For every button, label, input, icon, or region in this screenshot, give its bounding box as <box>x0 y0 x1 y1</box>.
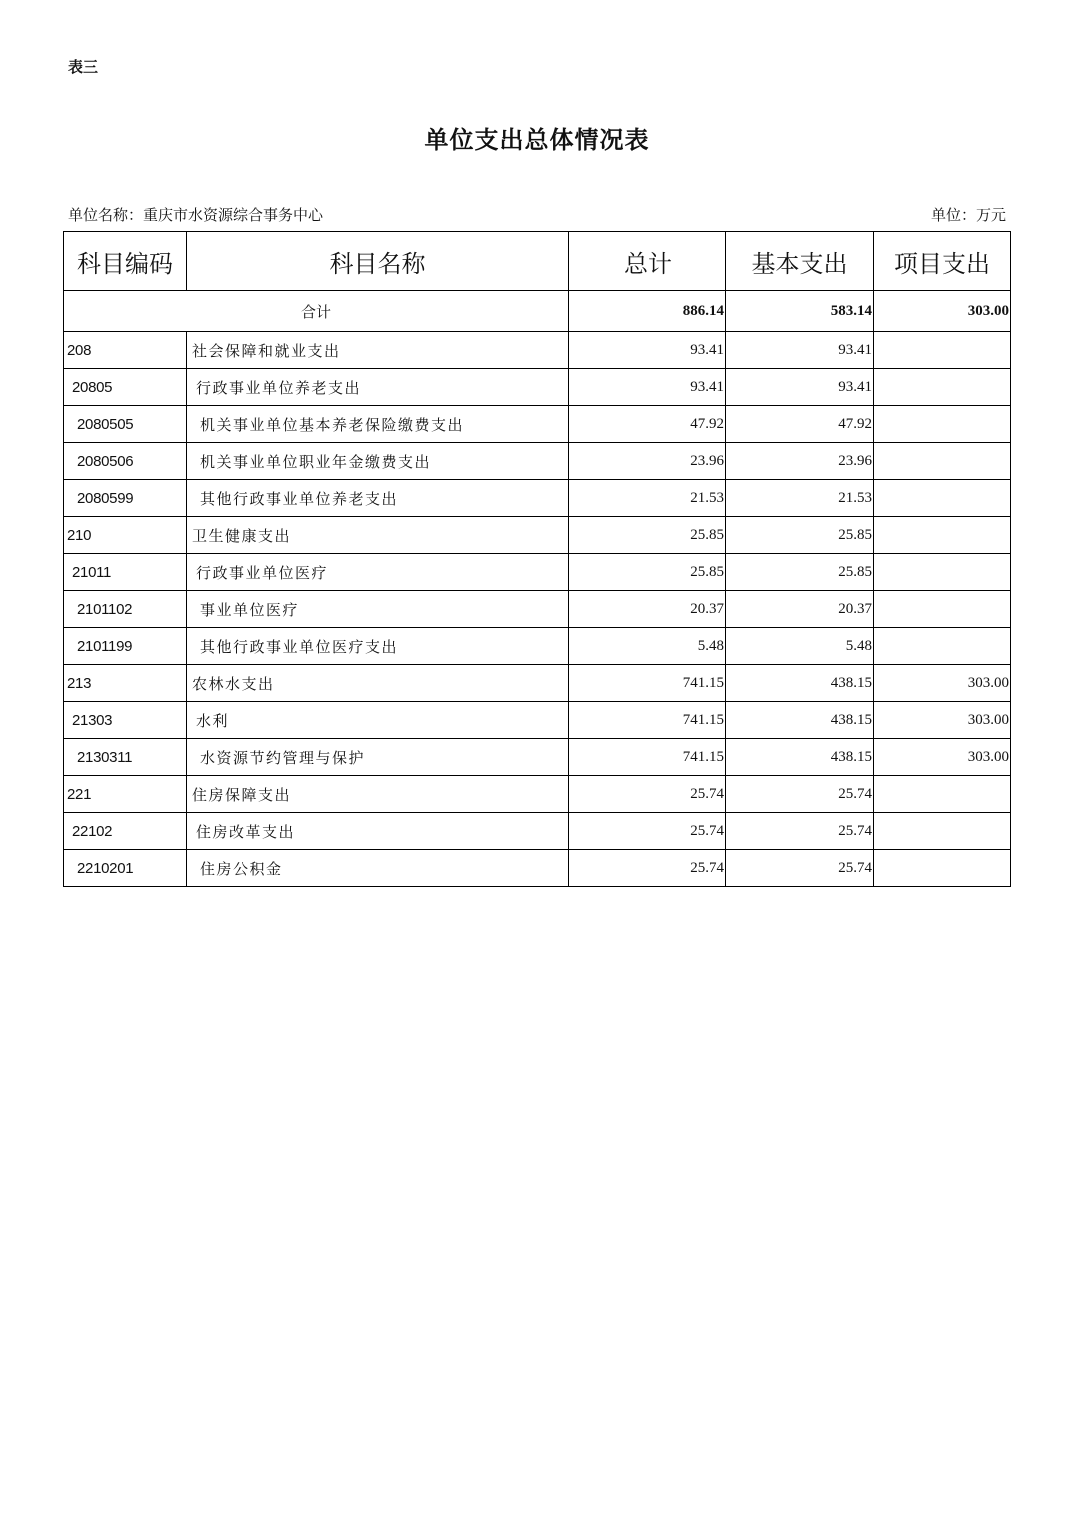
cell-name: 机关事业单位基本养老保险缴费支出 <box>187 406 569 443</box>
cell-project <box>874 628 1011 665</box>
table-row <box>64 332 1011 369</box>
page-title: 单位支出总体情况表 <box>424 125 650 154</box>
cell-total: 25.85 <box>569 554 726 591</box>
table-row <box>64 813 1011 850</box>
cell-name: 其他行政事业单位养老支出 <box>187 480 569 517</box>
cell-code: 2130311 <box>64 739 187 776</box>
cell-project <box>874 517 1011 554</box>
cell-name: 水资源节约管理与保护 <box>187 739 569 776</box>
cell-project <box>874 369 1011 406</box>
cell-total: 23.96 <box>569 443 726 480</box>
cell-name: 社会保障和就业支出 <box>187 332 569 369</box>
table-header-row <box>64 232 1011 291</box>
cell-name: 行政事业单位医疗 <box>187 554 569 591</box>
table-row <box>64 628 1011 665</box>
column-header-project: 项目支出 <box>874 232 1011 291</box>
cell-basic: 93.41 <box>726 369 874 406</box>
cell-code: 20805 <box>64 369 187 406</box>
cell-project <box>874 776 1011 813</box>
cell-code: 2101102 <box>64 591 187 628</box>
cell-project <box>874 406 1011 443</box>
cell-code: 210 <box>64 517 187 554</box>
table-label: 表三 <box>68 58 99 76</box>
cell-project: 303.00 <box>874 702 1011 739</box>
cell-code: 22102 <box>64 813 187 850</box>
cell-code: 2210201 <box>64 850 187 887</box>
column-header-basic: 基本支出 <box>726 232 874 291</box>
cell-name: 事业单位医疗 <box>187 591 569 628</box>
cell-basic: 438.15 <box>726 739 874 776</box>
table-row <box>64 776 1011 813</box>
cell-code: 208 <box>64 332 187 369</box>
cell-project <box>874 332 1011 369</box>
table-row <box>64 665 1011 702</box>
cell-code: 21303 <box>64 702 187 739</box>
table-row <box>64 369 1011 406</box>
table-row <box>64 517 1011 554</box>
cell-name: 卫生健康支出 <box>187 517 569 554</box>
cell-total: 47.92 <box>569 406 726 443</box>
cell-basic: 438.15 <box>726 665 874 702</box>
table-row <box>64 480 1011 517</box>
cell-code: 2080505 <box>64 406 187 443</box>
column-header-code: 科目编码 <box>64 232 187 291</box>
cell-total: 741.15 <box>569 665 726 702</box>
column-header-name: 科目名称 <box>187 232 569 291</box>
cell-project <box>874 554 1011 591</box>
total-sum: 886.14 <box>569 291 726 332</box>
cell-code: 2080599 <box>64 480 187 517</box>
cell-total: 741.15 <box>569 702 726 739</box>
cell-code: 2080506 <box>64 443 187 480</box>
unit-name: 单位名称：重庆市水资源综合事务中心 <box>68 206 324 224</box>
cell-basic: 93.41 <box>726 332 874 369</box>
cell-name: 住房改革支出 <box>187 813 569 850</box>
cell-name: 行政事业单位养老支出 <box>187 369 569 406</box>
total-label: 合计 <box>64 291 569 332</box>
table-row <box>64 554 1011 591</box>
cell-basic: 21.53 <box>726 480 874 517</box>
cell-project: 303.00 <box>874 739 1011 776</box>
cell-project <box>874 813 1011 850</box>
cell-total: 5.48 <box>569 628 726 665</box>
cell-project <box>874 591 1011 628</box>
cell-total: 741.15 <box>569 739 726 776</box>
cell-name: 其他行政事业单位医疗支出 <box>187 628 569 665</box>
cell-basic: 20.37 <box>726 591 874 628</box>
cell-basic: 438.15 <box>726 702 874 739</box>
unit-label: 单位：万元 <box>930 206 1006 224</box>
table-row <box>64 591 1011 628</box>
cell-basic: 5.48 <box>726 628 874 665</box>
cell-total: 93.41 <box>569 332 726 369</box>
total-row <box>64 291 1011 332</box>
column-header-total: 总计 <box>569 232 726 291</box>
cell-name: 水利 <box>187 702 569 739</box>
cell-total: 93.41 <box>569 369 726 406</box>
cell-basic: 25.85 <box>726 517 874 554</box>
table-row <box>64 702 1011 739</box>
table-row <box>64 443 1011 480</box>
cell-basic: 25.85 <box>726 554 874 591</box>
cell-basic: 47.92 <box>726 406 874 443</box>
cell-name: 住房公积金 <box>187 850 569 887</box>
cell-basic: 23.96 <box>726 443 874 480</box>
cell-total: 25.74 <box>569 850 726 887</box>
cell-code: 21011 <box>64 554 187 591</box>
cell-code: 221 <box>64 776 187 813</box>
cell-code: 213 <box>64 665 187 702</box>
table-row <box>64 406 1011 443</box>
table-row <box>64 739 1011 776</box>
expenditure-table <box>63 231 1011 887</box>
cell-basic: 25.74 <box>726 813 874 850</box>
cell-name: 住房保障支出 <box>187 776 569 813</box>
cell-code: 2101199 <box>64 628 187 665</box>
total-basic: 583.14 <box>726 291 874 332</box>
cell-total: 25.74 <box>569 776 726 813</box>
cell-total: 25.85 <box>569 517 726 554</box>
cell-project <box>874 850 1011 887</box>
cell-name: 机关事业单位职业年金缴费支出 <box>187 443 569 480</box>
cell-basic: 25.74 <box>726 776 874 813</box>
total-project: 303.00 <box>874 291 1011 332</box>
cell-total: 25.74 <box>569 813 726 850</box>
cell-basic: 25.74 <box>726 850 874 887</box>
cell-name: 农林水支出 <box>187 665 569 702</box>
cell-project <box>874 480 1011 517</box>
table-row <box>64 850 1011 887</box>
cell-total: 21.53 <box>569 480 726 517</box>
cell-project: 303.00 <box>874 665 1011 702</box>
cell-total: 20.37 <box>569 591 726 628</box>
cell-project <box>874 443 1011 480</box>
